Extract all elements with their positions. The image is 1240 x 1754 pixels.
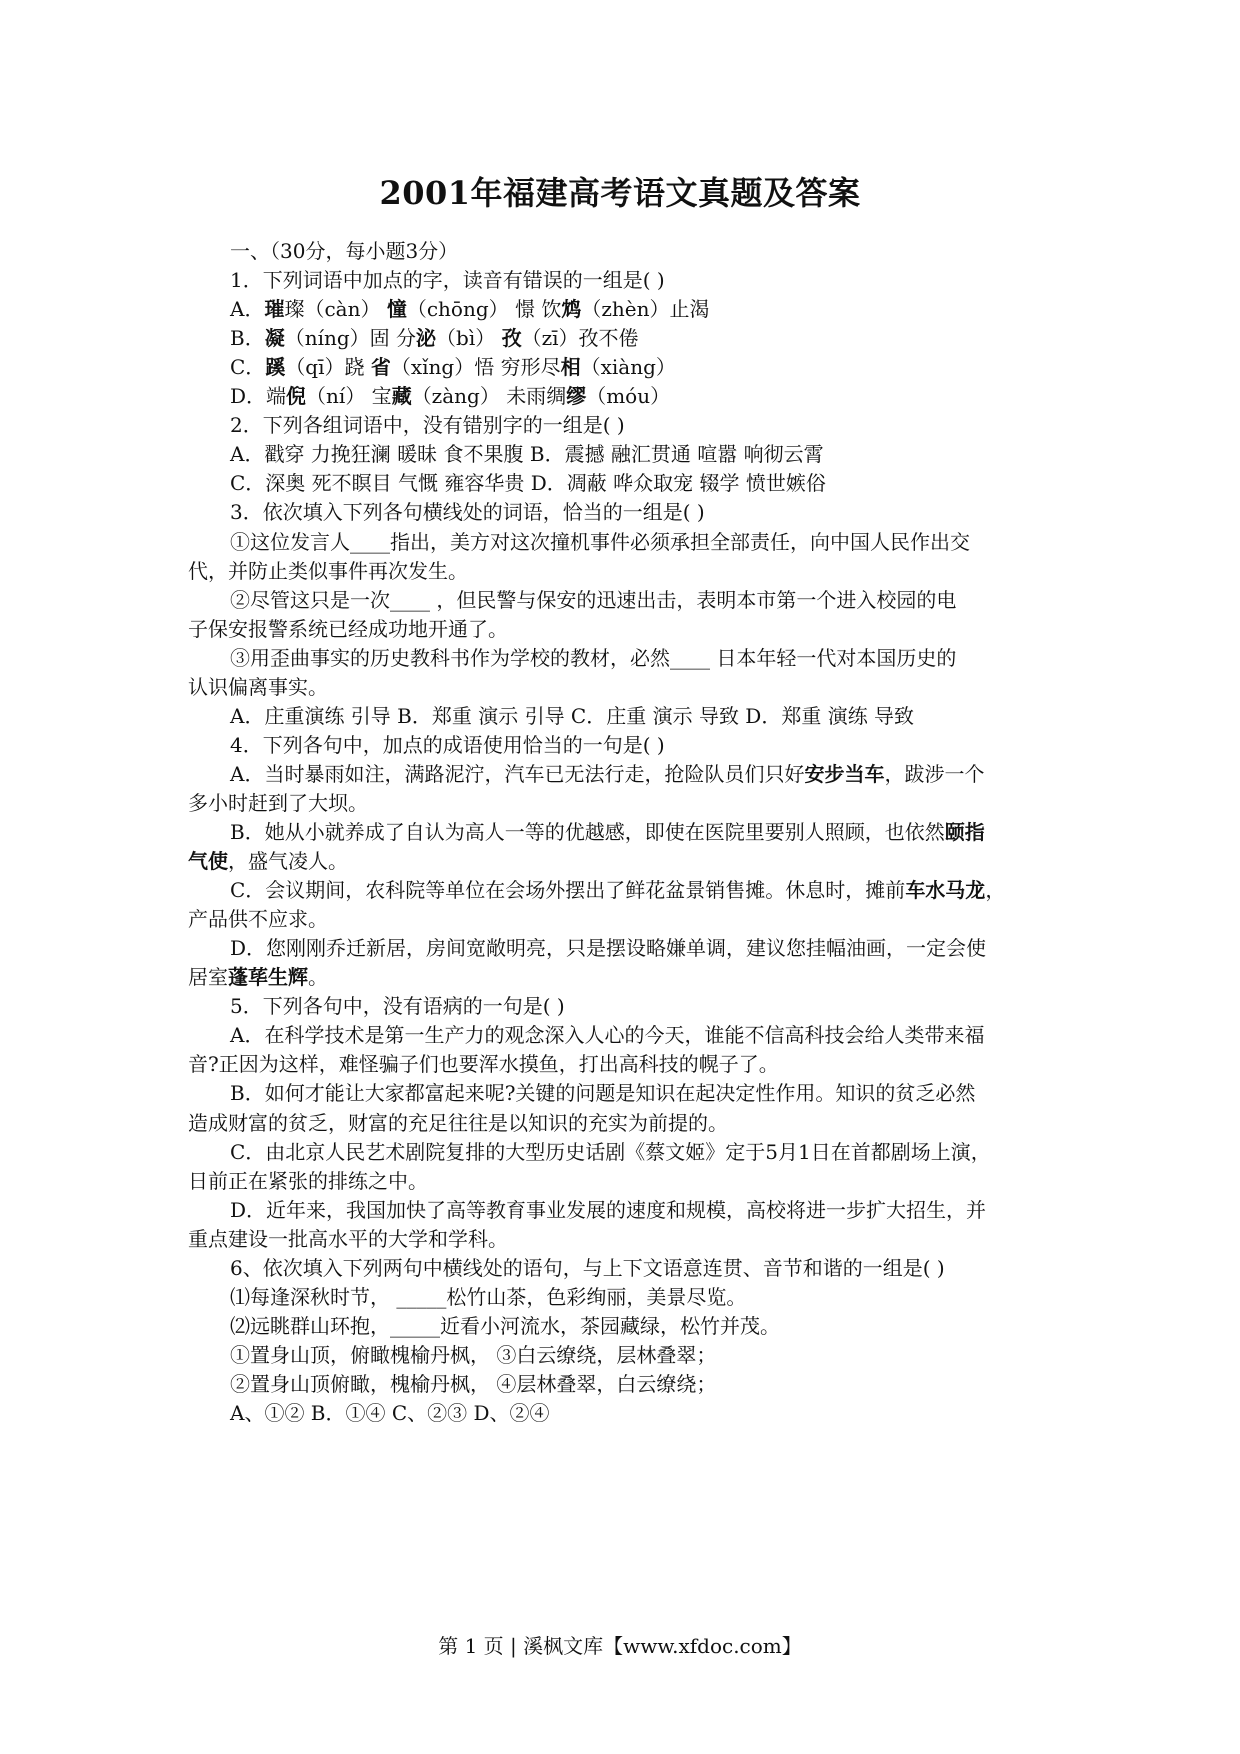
line-text: ②尽管这只是一次____ ，但民警与保安的迅速出击，表明本市第一个进入校园的电 [230,587,957,612]
line-text: B．如何才能让大家都富起来呢?关键的问题是知识在起决定性作用。知识的贫乏必然 [230,1081,976,1106]
text-line [230,236,458,266]
line-text: 1．下列词语中加点的字，读音有错误的一组是( ) [230,268,665,293]
line-text: 璨（càn） [284,297,387,322]
text-line [188,904,328,934]
page-footer: 第 1 页 | 溪枫文库【www.xfdoc.com】 [438,1634,802,1658]
text-line [230,381,670,411]
text-line [188,1166,428,1196]
line-text: ①这位发言人____指出，美方对这次撞机事件必须承担全部责任，向中国人民作出交 [230,529,970,554]
emphasized-text: 憧 [386,297,407,322]
text-line [230,468,826,498]
text-line [230,1340,716,1370]
emphasized-text: 蓬荜生辉 [228,965,308,990]
line-text: 6、依次填入下列两句中横线处的语句，与上下文语意连贯、音节和谐的一组是( ) [230,1255,945,1280]
text-line [230,730,665,760]
line-text: 认识偏离事实。 [188,674,328,699]
emphasized-text: 璀 [264,297,285,322]
text-line [230,643,956,673]
text-line [230,323,639,353]
text-line [230,1195,986,1225]
text-line [230,875,1005,905]
text-line [188,846,348,876]
line-text: ②置身山顶俯瞰，槐榆丹枫， ④层林叠翠，白云缭绕； [230,1371,717,1396]
line-text: A、①② B．①④ C、②③ D、②④ [230,1401,550,1425]
line-text: D．您刚刚乔迁新居，房间宽敞明亮，只是摆设略嫌单调，建议您挂幅油画，一定会使 [230,936,987,961]
line-text: A．庄重演练 引导 B．郑重 演示 引导 C．庄重 演示 导致 D．郑重 演练 导致 [230,703,915,728]
emphasized-text: 省 [370,355,391,380]
emphasized-text: 车水马龙 [905,878,986,903]
line-text: 日前正在紧张的排练之中。 [188,1168,428,1193]
text-line [230,817,985,847]
text-line [230,1020,984,1050]
line-text: 居室 [188,965,228,990]
text-line [188,1108,728,1138]
line-text: C．深奥 死不瞑目 气慨 雍容华贵 D．凋蔽 哗众取宠 辍学 愤世嫉俗 [230,471,826,496]
line-text: A．当时暴雨如注，满路泥泞，汽车已无法行走，抢险队员们只好 [230,761,805,786]
text-line [188,788,368,818]
emphasized-text: 颐指 [944,820,985,844]
line-text: （bì） [436,326,502,351]
text-line [230,759,984,789]
text-line [230,527,970,557]
line-text: （xǐng）悟 穷形尽 [390,355,561,380]
text-line [188,672,328,702]
line-text: 5．下列各句中，没有语病的一句是( ) [230,994,565,1019]
line-text: （zàng） 未雨绸 [411,384,567,409]
line-text: ，盛气凌人。 [228,849,348,874]
text-line [230,1282,746,1312]
emphasized-text: 鸩 [561,297,582,322]
text-line [188,1224,508,1254]
line-text: ，跋涉一个 [884,761,985,786]
line-text: 多小时赶到了大坝。 [188,790,368,815]
line-text: 造成财富的贫乏，财富的充足往往是以知识的充实为前提的。 [188,1110,728,1135]
line-text: A．戳穿 力挽狂澜 暖昧 食不果腹 B．震撼 融汇贯通 喧嚣 响彻云霄 [230,442,824,467]
text-line [188,614,508,644]
text-line [230,991,565,1021]
emphasized-text: 安步当车 [804,761,885,786]
emphasized-text: 倪 [286,384,307,409]
line-text: D．端 [230,384,287,409]
text-line [188,962,328,992]
line-text: C．由北京人民艺术剧院复排的大型历史话剧《蔡文姬》定于5月1日在首都剧场上演， [230,1139,991,1164]
line-text: 2．下列各组词语中，没有错别字的一组是( ) [230,413,625,438]
text-line [230,352,676,382]
text-line [230,585,956,615]
line-text: B．她从小就养成了自认为高人一等的优越感，即使在医院里要别人照顾，也依然 [230,820,945,844]
line-text: 一、（30分，每小题3分） [230,239,459,263]
line-text: （xiàng） [580,355,676,380]
emphasized-text: 泌 [416,326,437,351]
text-line [230,497,705,527]
text-line [230,1311,780,1341]
line-text: （chōng） 憬 饮 [406,297,562,322]
emphasized-text: 藏 [391,384,412,409]
text-line [230,1369,716,1399]
text-line [188,556,468,586]
page-title: 2001年福建高考语文真题及答案 [379,174,861,212]
line-text: ③用歪曲事实的历史教科书作为学校的教材，必然____ 日本年轻一代对本国历史的 [230,645,957,670]
emphasized-text: 相 [560,355,581,380]
text-line [230,933,986,963]
emphasized-text: 孜 [501,326,522,351]
line-text: 代，并防止类似事件再次发生。 [188,558,468,583]
text-line [230,1078,975,1108]
emphasized-text: 凝 [264,326,285,351]
text-line [230,410,625,440]
text-line [230,1398,550,1428]
text-line [230,1253,945,1283]
emphasized-text: 缪 [566,384,587,409]
line-text: （níng）固 分 [284,326,417,351]
text-line [188,1049,779,1079]
line-text: C． [230,355,266,380]
text-line [230,294,710,324]
line-text: 重点建设一批高水平的大学和学科。 [188,1226,508,1251]
line-text: ⑵远眺群山环抱，_____近看小河流水，茶园藏绿，松竹并茂。 [230,1313,780,1338]
line-text: 产品供不应求。 [188,907,328,932]
line-text: 。 [308,965,328,990]
line-text: A． [230,297,265,322]
line-text: ①置身山顶，俯瞰槐榆丹枫， ③白云缭绕，层林叠翠； [230,1342,717,1367]
line-text: C．会议期间，农科院等单位在会场外摆出了鲜花盆景销售摊。休息时，摊前 [230,878,906,903]
line-text: 3．依次填入下列各句横线处的词语，恰当的一组是( ) [230,500,705,525]
text-line [230,1137,991,1167]
line-text: A．在科学技术是第一生产力的观念深入人心的今天，谁能不信高科技会给人类带来福 [230,1023,985,1048]
text-line [230,439,824,469]
line-text: （móu） [586,384,671,409]
text-line [230,701,914,731]
line-text: （zhèn）止渴 [581,297,710,322]
text-line [230,265,665,295]
line-text: B． [230,326,265,351]
line-text: 4．下列各句中，加点的成语使用恰当的一句是( ) [230,732,665,757]
emphasized-text: 气使 [188,849,228,874]
line-text: 音?正因为这样，难怪骗子们也要浑水摸鱼，打出高科技的幌子了。 [188,1052,779,1077]
emphasized-text: 蹊 [265,355,286,380]
line-text: （ní） 宝 [306,384,392,409]
line-text: （qī）跷 [285,355,371,380]
line-text: ， [985,878,1006,903]
line-text: ⑴每逢深秋时节， _____松竹山茶，色彩绚丽，美景尽览。 [230,1284,747,1309]
line-text: （zī）孜不倦 [521,326,639,351]
line-text: D．近年来，我国加快了高等教育事业发展的速度和规模，高校将进一步扩大招生，并 [230,1197,987,1222]
line-text: 子保安报警系统已经成功地开通了。 [188,616,508,641]
